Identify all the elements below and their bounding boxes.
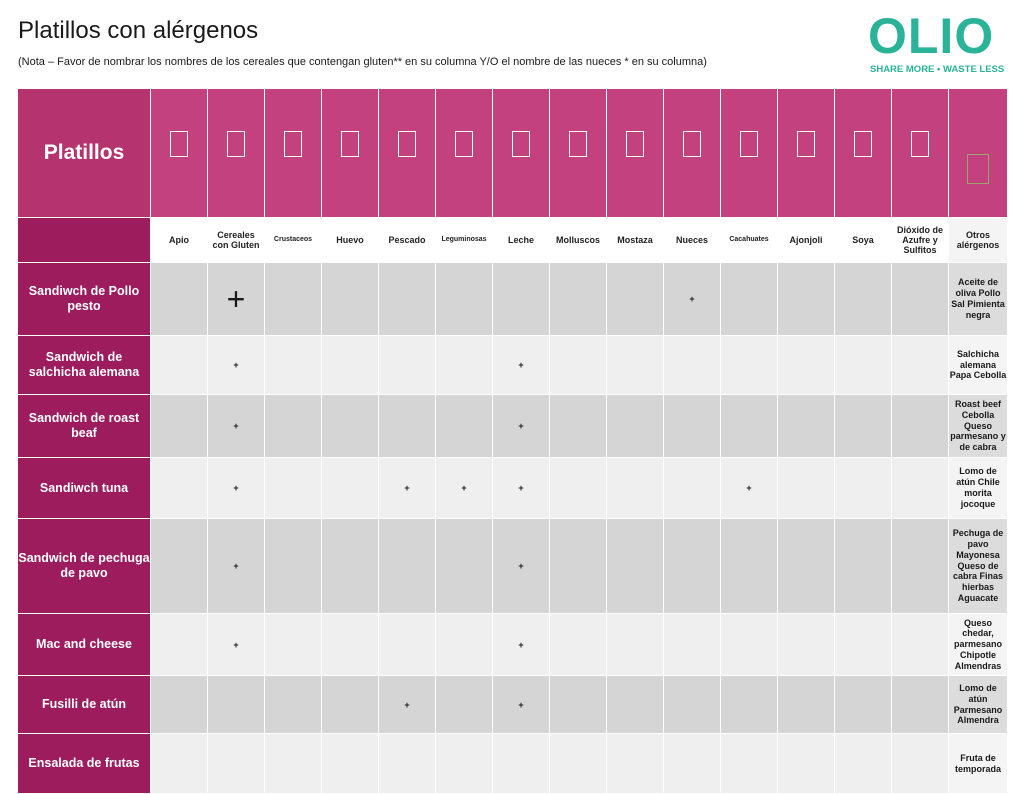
allergen-mark: + [208, 614, 265, 676]
allergen-mark [322, 676, 379, 734]
allergen-mark [892, 734, 949, 794]
allergen-icon-cell [664, 89, 721, 218]
allergen-icon [911, 131, 929, 157]
allergen-mark: + [493, 676, 550, 734]
allergen-mark [436, 395, 493, 458]
allergen-icon-cell [778, 89, 835, 218]
allergen-mark [607, 614, 664, 676]
allergen-mark [664, 519, 721, 614]
allergen-mark [322, 614, 379, 676]
allergen-mark [151, 676, 208, 734]
table-row [18, 734, 1008, 794]
allergen-mark [265, 734, 322, 794]
allergen-mark [835, 263, 892, 336]
allergen-mark [493, 734, 550, 794]
allergen-mark [379, 395, 436, 458]
other-allergens: Queso chedar, parmesano Chipotle Almendras [949, 614, 1008, 676]
column-header: Cacahuates [721, 218, 778, 263]
table-body [18, 89, 1008, 794]
allergen-mark [550, 336, 607, 395]
allergen-mark [721, 336, 778, 395]
dish-name: Sandiwch de Pollo pesto [18, 263, 151, 336]
allergen-mark: + [664, 263, 721, 336]
allergen-mark: + [208, 458, 265, 519]
allergen-icon-cell [892, 89, 949, 218]
column-header: Otros alérgenos [949, 218, 1008, 263]
allergen-mark [835, 676, 892, 734]
allergen-mark [778, 458, 835, 519]
table-row [18, 676, 1008, 734]
allergen-mark: + [493, 519, 550, 614]
table-row [18, 458, 1008, 519]
allergen-mark [550, 458, 607, 519]
header-spacer [18, 218, 151, 263]
allergen-mark [322, 336, 379, 395]
allergen-mark [436, 519, 493, 614]
allergen-mark [835, 336, 892, 395]
allergen-mark [892, 676, 949, 734]
allergen-mark [664, 614, 721, 676]
allergen-mark: + [493, 614, 550, 676]
allergen-mark: + [208, 336, 265, 395]
allergen-mark: + [493, 458, 550, 519]
allergen-mark [664, 395, 721, 458]
allergen-mark [379, 263, 436, 336]
logo-wordmark: OLIO [868, 8, 995, 64]
allergen-icon [170, 131, 188, 157]
allergen-mark [892, 336, 949, 395]
allergen-mark: + [436, 458, 493, 519]
allergen-mark [265, 336, 322, 395]
allergen-icon [227, 131, 245, 157]
allergen-mark [208, 734, 265, 794]
column-header: Apio [151, 218, 208, 263]
allergen-mark [436, 614, 493, 676]
column-header: Leche [493, 218, 550, 263]
column-header: Molluscos [550, 218, 607, 263]
allergen-mark [664, 336, 721, 395]
allergen-mark [778, 519, 835, 614]
other-allergens: Pechuga de pavo Mayonesa Queso de cabra Finas hierbas Aguacate [949, 519, 1008, 614]
other-allergens: Fruta de temporada [949, 734, 1008, 794]
allergen-mark [607, 263, 664, 336]
allergen-mark [151, 519, 208, 614]
allergen-icon [398, 131, 416, 157]
allergen-icon [854, 131, 872, 157]
allergen-mark [550, 676, 607, 734]
allergen-icon [512, 131, 530, 157]
allergen-icon-cell [721, 89, 778, 218]
allergen-mark [265, 395, 322, 458]
allergen-mark [721, 263, 778, 336]
column-header: Ajonjoli [778, 218, 835, 263]
allergen-icon-cell [436, 89, 493, 218]
allergen-mark [607, 519, 664, 614]
allergen-icon-cell [835, 89, 892, 218]
allergen-icon [683, 131, 701, 157]
allergen-mark [607, 336, 664, 395]
allergen-mark [265, 458, 322, 519]
allergen-mark [835, 614, 892, 676]
allergen-mark [721, 614, 778, 676]
allergen-mark [322, 519, 379, 614]
allergen-mark [721, 519, 778, 614]
allergen-mark [664, 676, 721, 734]
allergen-icon [455, 131, 473, 157]
allergen-mark [892, 263, 949, 336]
other-allergens: Aceite de oliva Pollo Sal Pimienta negra [949, 263, 1008, 336]
allergen-mark [151, 336, 208, 395]
column-header: Nueces [664, 218, 721, 263]
allergen-mark [265, 614, 322, 676]
column-header: Pescado [379, 218, 436, 263]
dish-name: Sandiwch tuna [18, 458, 151, 519]
allergen-icon-cell [322, 89, 379, 218]
allergen-table [17, 88, 1008, 794]
allergen-mark [721, 734, 778, 794]
allergen-mark [436, 336, 493, 395]
allergen-mark [607, 676, 664, 734]
dish-name: Sandwich de roast beaf [18, 395, 151, 458]
allergen-mark: + [379, 676, 436, 734]
other-allergens: Lomo de atún Parmesano Almendra [949, 676, 1008, 734]
allergen-mark [379, 519, 436, 614]
allergen-mark [892, 519, 949, 614]
dish-name: Sandwich de salchicha alemana [18, 336, 151, 395]
allergen-mark: + [208, 519, 265, 614]
allergen-icon [569, 131, 587, 157]
allergen-mark [835, 395, 892, 458]
dish-name: Sandwich de pechuga de pavo [18, 519, 151, 614]
allergen-mark [550, 263, 607, 336]
allergen-mark [265, 519, 322, 614]
allergen-icon-cell [151, 89, 208, 218]
table-row [18, 263, 1008, 336]
allergen-mark [835, 519, 892, 614]
column-header: Crustaceos [265, 218, 322, 263]
column-header: Dióxido de Azufre y Sulfitos [892, 218, 949, 263]
allergen-mark [721, 395, 778, 458]
allergen-icon-cell [493, 89, 550, 218]
other-allergens: Salchicha alemana Papa Cebolla [949, 336, 1008, 395]
allergen-mark [151, 614, 208, 676]
page-title: Platillos con alérgenos [18, 17, 259, 44]
allergen-mark [892, 395, 949, 458]
allergen-mark: + [721, 458, 778, 519]
other-allergens: Roast beef Cebolla Queso parmesano y de cabra [949, 395, 1008, 458]
allergen-mark [835, 458, 892, 519]
allergen-mark [835, 734, 892, 794]
allergen-mark: + [493, 395, 550, 458]
allergen-icon [341, 131, 359, 157]
page-note: (Nota – Favor de nombrar los nombres de los cereales que contengan gluten** en su columna Y/O el nombre de las nueces * en su columna) [18, 56, 707, 68]
allergen-mark [322, 263, 379, 336]
allergen-mark [493, 263, 550, 336]
allergen-mark [550, 395, 607, 458]
allergen-icon [797, 131, 815, 157]
allergen-mark [436, 734, 493, 794]
column-header: Leguminosas [436, 218, 493, 263]
olio-logo [868, 8, 1005, 78]
table-row [18, 336, 1008, 395]
allergen-icon-cell [208, 89, 265, 218]
icon-header-row [18, 89, 1008, 218]
allergen-mark: + [379, 458, 436, 519]
allergen-mark [550, 614, 607, 676]
allergen-mark [550, 519, 607, 614]
allergen-mark [664, 458, 721, 519]
allergen-icon-cell [949, 89, 1008, 218]
allergen-mark: + [493, 336, 550, 395]
allergen-icon [626, 131, 644, 157]
table-row [18, 395, 1008, 458]
allergen-mark [664, 734, 721, 794]
allergen-mark [265, 263, 322, 336]
allergen-icon-cell [550, 89, 607, 218]
allergen-icon [284, 131, 302, 157]
allergen-mark [436, 676, 493, 734]
allergen-mark [607, 458, 664, 519]
column-header: Cereales con Gluten [208, 218, 265, 263]
allergen-mark [151, 734, 208, 794]
allergen-mark: + [208, 395, 265, 458]
column-header-row [18, 218, 1008, 263]
dish-name: Ensalada de frutas [18, 734, 151, 794]
allergen-mark [379, 336, 436, 395]
allergen-mark [322, 458, 379, 519]
allergen-mark [550, 734, 607, 794]
other-allergens: Lomo de atún Chile morita jocoque [949, 458, 1008, 519]
column-header: Huevo [322, 218, 379, 263]
dish-name: Mac and cheese [18, 614, 151, 676]
table-row [18, 519, 1008, 614]
allergen-mark: + [208, 263, 265, 336]
allergen-mark [379, 734, 436, 794]
allergen-mark [607, 395, 664, 458]
allergen-icon-cell [265, 89, 322, 218]
allergen-mark [151, 458, 208, 519]
allergen-mark [322, 734, 379, 794]
allergen-mark [322, 395, 379, 458]
dish-name: Fusilli de atún [18, 676, 151, 734]
allergen-mark [721, 676, 778, 734]
logo-tagline: SHARE MORE • WASTE LESS [870, 64, 1005, 75]
column-header: Mostaza [607, 218, 664, 263]
allergen-mark [607, 734, 664, 794]
allergen-mark [265, 676, 322, 734]
header-title: Platillos [18, 89, 151, 218]
column-header: Soya [835, 218, 892, 263]
allergen-mark [778, 395, 835, 458]
allergen-mark [208, 676, 265, 734]
allergen-mark [892, 614, 949, 676]
allergen-mark [151, 263, 208, 336]
allergen-mark [379, 614, 436, 676]
allergen-mark [778, 676, 835, 734]
allergen-mark [778, 614, 835, 676]
allergen-mark [151, 395, 208, 458]
allergen-icon-cell [379, 89, 436, 218]
allergen-mark [778, 263, 835, 336]
allergen-mark [892, 458, 949, 519]
allergen-icon-cell [607, 89, 664, 218]
allergen-icon [967, 154, 989, 184]
allergen-mark [778, 734, 835, 794]
table-row [18, 614, 1008, 676]
allergen-mark [436, 263, 493, 336]
allergen-mark [778, 336, 835, 395]
allergen-icon [740, 131, 758, 157]
